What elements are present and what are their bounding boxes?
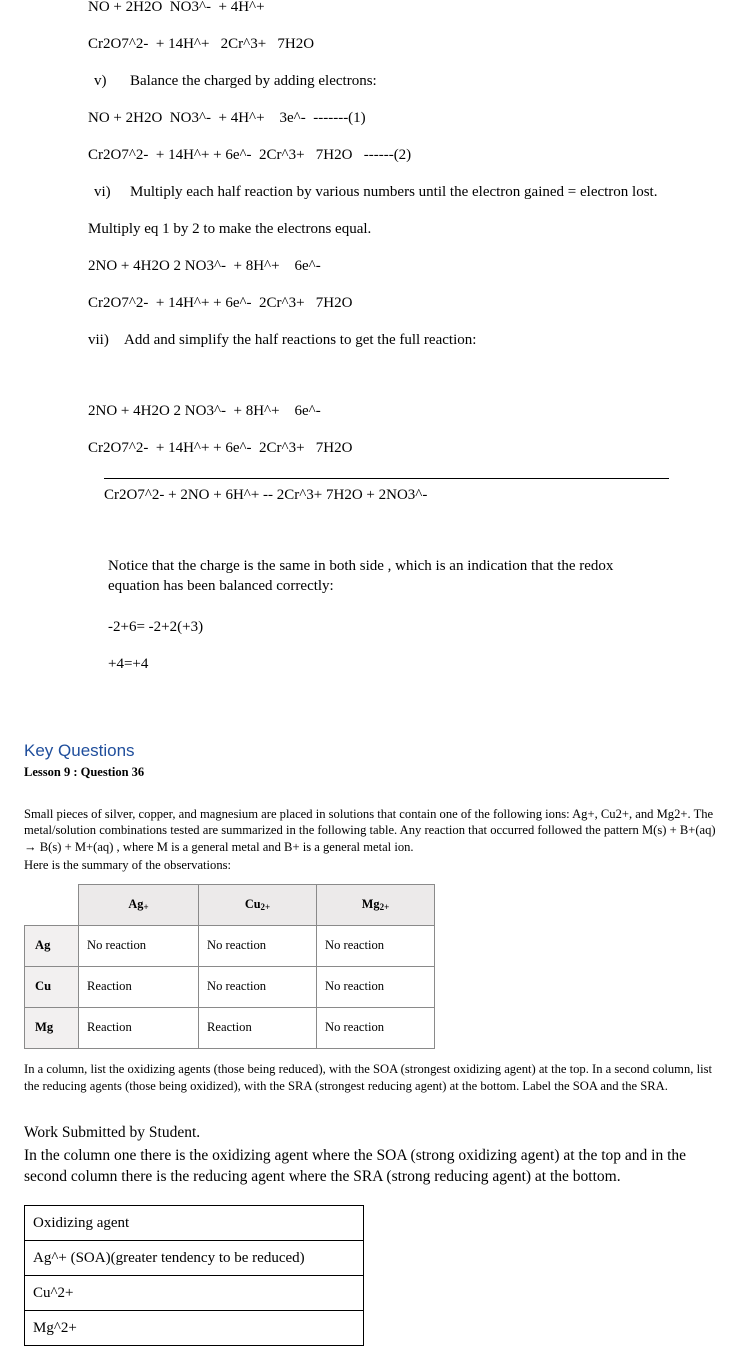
table-row — [25, 1276, 364, 1311]
table-cell: No reaction — [199, 966, 317, 1007]
equation-line: NO + 2H2O NO3^- + 4H^+ — [88, 0, 265, 15]
table-cell: No reaction — [199, 925, 317, 966]
multiply-note: Multiply eq 1 by 2 to make the electrons equal. — [88, 221, 372, 237]
equation-line: 2NO + 4H2O 2 NO3^- + 8H^+ 6e^- — [88, 403, 321, 419]
step-vii-number: vii) — [88, 332, 109, 348]
table-header-row — [25, 884, 435, 925]
oxidizing-agent-cell: Cu^2+ — [25, 1276, 364, 1311]
key-questions-subtitle: Lesson 9 : Question 36 — [24, 764, 145, 779]
work-submitted-body: In the column one there is the oxidizing agent where the SOA (strong oxidizing agent) at the top and in the second column there is the reducing agent where the SRA (strong reducing agent) at the bottom. — [24, 1147, 687, 1186]
step-v — [88, 74, 730, 89]
table-cell: No reaction — [317, 1007, 435, 1048]
row-header: Mg — [25, 1007, 79, 1048]
column-header-cu: $Cu_{2+}$ — [199, 884, 317, 925]
step-v-text: Balance the charged by adding electrons: — [130, 73, 377, 89]
row-header: Ag — [25, 925, 79, 966]
question-body — [24, 806, 730, 874]
column-header-mg: $Mg_{2+}$ — [317, 884, 435, 925]
key-questions-section — [24, 741, 750, 780]
table-corner-cell — [25, 884, 79, 925]
table-row — [25, 966, 435, 1007]
overall-equation: Cr2O7^2- + 2NO + 6H^+ -- 2Cr^3+ 7H2O + 2NO3^- — [104, 487, 428, 503]
step-vi-number: vi) — [94, 184, 111, 200]
spacer — [88, 370, 730, 404]
equation-line: NO + 2H2O NO3^- + 4H^+ 3e^- -------(1) — [88, 110, 366, 126]
step-vi — [88, 185, 730, 200]
equation-line: Cr2O7^2- + 14H^+ 2Cr^3+ 7H2O — [88, 36, 315, 52]
step-vi-text: Multiply each half reaction by various numbers until the electron gained = electron lost. — [130, 184, 658, 200]
table-row — [25, 925, 435, 966]
charge-check-line-1: -2+6= -2+2(+3) — [108, 618, 204, 635]
charge-check-line-2: +4=+4 — [108, 655, 149, 672]
table-cell: Reaction — [79, 966, 199, 1007]
oxidizing-agent-table — [24, 1205, 364, 1346]
step-vii — [88, 333, 730, 348]
equations-block — [0, 0, 750, 504]
table-row — [25, 1206, 364, 1241]
equation-line: Cr2O7^2- + 14H^+ + 6e^- 2Cr^3+ 7H2O ------(2) — [88, 147, 412, 163]
table-cell: No reaction — [317, 925, 435, 966]
oxidizing-agent-cell: Mg^2+ — [25, 1311, 364, 1346]
table-row — [25, 1311, 364, 1346]
table-row — [25, 1241, 364, 1276]
key-questions-title: Key Questions — [24, 740, 135, 760]
table-row — [25, 1007, 435, 1048]
table-cell: No reaction — [317, 966, 435, 1007]
equation-line: Cr2O7^2- + 14H^+ + 6e^- 2Cr^3+ 7H2O — [88, 295, 353, 311]
question-instructions: In a column, list the oxidizing agents (those being reduced), with the SOA (strongest oxidizing agent) at the top. In a second column, list the reducing agents (those being oxidized), with the SRA (strongest reducing agent) at the bottom. Label the SOA and the SRA. — [24, 1061, 712, 1093]
work-submitted-heading: Work Submitted by Student. — [24, 1124, 201, 1142]
balance-notice: Notice that the charge is the same in both side , which is an indication that the redox equation has been balanced correctly: — [108, 558, 614, 595]
column-header-ag: $Ag_+$ — [79, 884, 199, 925]
question-paragraph: Small pieces of silver, copper, and magnesium are placed in solutions that contain one of the following ions: Ag+, Cu2+, and Mg2+. The metal/solution combinations tested are summarized in the following table. Any reaction that occurred followed the pattern M(s) + B+(aq) → B(s) + M+(aq) , where M is a general metal and B+ is a general metal ion. — [24, 806, 716, 854]
step-v-number: v) — [94, 73, 107, 89]
sum-divider — [104, 478, 669, 479]
equation-line: 2NO + 4H2O 2 NO3^- + 8H^+ 6e^- — [88, 258, 321, 274]
observations-table — [24, 884, 435, 1049]
row-header: Cu — [25, 966, 79, 1007]
table-cell: Reaction — [199, 1007, 317, 1048]
table-cell: Reaction — [79, 1007, 199, 1048]
oxidizing-agent-cell: Ag^+ (SOA)(greater tendency to be reduced) — [25, 1241, 364, 1276]
table-cell: No reaction — [79, 925, 199, 966]
question-paragraph: Here is the summary of the observations: — [24, 858, 232, 873]
oxidizing-agent-header-cell: Oxidizing agent — [25, 1206, 364, 1241]
work-submitted-section — [24, 1122, 714, 1187]
equation-line: Cr2O7^2- + 14H^+ + 6e^- 2Cr^3+ 7H2O — [88, 440, 353, 456]
step-vii-text: Add and simplify the half reactions to get the full reaction: — [124, 332, 477, 348]
